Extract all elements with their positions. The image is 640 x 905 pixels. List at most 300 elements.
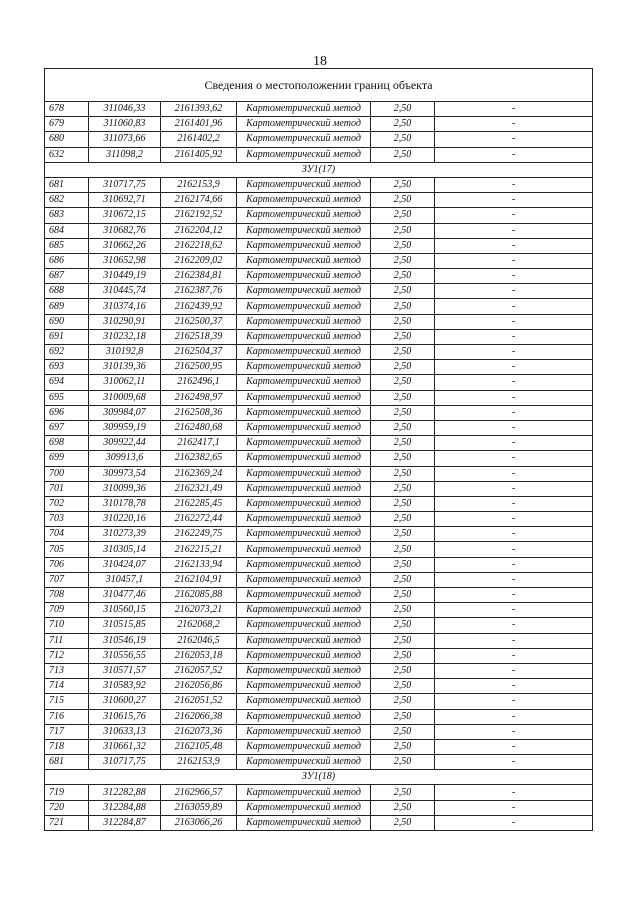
- x-coordinate-cell: 310717,75: [89, 177, 161, 192]
- accuracy-cell: 2,50: [371, 466, 435, 481]
- note-cell: -: [435, 253, 593, 268]
- accuracy-cell: 2,50: [371, 329, 435, 344]
- table-row: [45, 269, 593, 284]
- y-coordinate-cell: 2162085,88: [161, 588, 237, 603]
- x-coordinate-cell: 309984,07: [89, 405, 161, 420]
- note-cell: -: [435, 147, 593, 162]
- x-coordinate-cell: 310692,71: [89, 193, 161, 208]
- method-cell: Картометрический метод: [237, 588, 371, 603]
- table-row: [45, 132, 593, 147]
- note-cell: -: [435, 405, 593, 420]
- table-row: [45, 208, 593, 223]
- x-coordinate-cell: 312284,88: [89, 800, 161, 815]
- y-coordinate-cell: 2162153,9: [161, 177, 237, 192]
- table-row: [45, 557, 593, 572]
- note-cell: -: [435, 345, 593, 360]
- point-number-cell: 703: [45, 512, 89, 527]
- x-coordinate-cell: 310556,55: [89, 648, 161, 663]
- method-cell: Картометрический метод: [237, 603, 371, 618]
- y-coordinate-cell: 2162204,12: [161, 223, 237, 238]
- note-cell: -: [435, 314, 593, 329]
- method-cell: Картометрический метод: [237, 724, 371, 739]
- x-coordinate-cell: 309922,44: [89, 436, 161, 451]
- point-number-cell: 692: [45, 345, 89, 360]
- method-cell: Картометрический метод: [237, 755, 371, 770]
- y-coordinate-cell: 2162387,76: [161, 284, 237, 299]
- table-row: [45, 284, 593, 299]
- x-coordinate-cell: 311098,2: [89, 147, 161, 162]
- table-row: [45, 253, 593, 268]
- table-row: [45, 633, 593, 648]
- note-cell: -: [435, 284, 593, 299]
- table-row: [45, 238, 593, 253]
- x-coordinate-cell: 310682,76: [89, 223, 161, 238]
- y-coordinate-cell: 2162153,9: [161, 755, 237, 770]
- x-coordinate-cell: 310192,8: [89, 345, 161, 360]
- table-row: [45, 512, 593, 527]
- method-cell: Картометрический метод: [237, 329, 371, 344]
- y-coordinate-cell: 2162439,92: [161, 299, 237, 314]
- note-cell: -: [435, 618, 593, 633]
- method-cell: Картометрический метод: [237, 800, 371, 815]
- y-coordinate-cell: 2162496,1: [161, 375, 237, 390]
- table-row: [45, 603, 593, 618]
- note-cell: -: [435, 223, 593, 238]
- accuracy-cell: 2,50: [371, 238, 435, 253]
- note-cell: -: [435, 512, 593, 527]
- x-coordinate-cell: 310449,19: [89, 269, 161, 284]
- y-coordinate-cell: 2162056,86: [161, 679, 237, 694]
- method-cell: Картометрический метод: [237, 739, 371, 754]
- y-coordinate-cell: 2162073,21: [161, 603, 237, 618]
- group-label: ЗУ1(17): [45, 162, 593, 177]
- x-coordinate-cell: 310424,07: [89, 557, 161, 572]
- y-coordinate-cell: 2162215,21: [161, 542, 237, 557]
- y-coordinate-cell: 2162249,75: [161, 527, 237, 542]
- y-coordinate-cell: 2162104,91: [161, 572, 237, 587]
- y-coordinate-cell: 2162966,57: [161, 785, 237, 800]
- method-cell: Картометрический метод: [237, 314, 371, 329]
- point-number-cell: 679: [45, 117, 89, 132]
- accuracy-cell: 2,50: [371, 481, 435, 496]
- table-row: [45, 618, 593, 633]
- y-coordinate-cell: 2162498,97: [161, 390, 237, 405]
- note-cell: -: [435, 496, 593, 511]
- point-number-cell: 632: [45, 147, 89, 162]
- method-cell: Картометрический метод: [237, 512, 371, 527]
- point-number-cell: 699: [45, 451, 89, 466]
- point-number-cell: 705: [45, 542, 89, 557]
- method-cell: Картометрический метод: [237, 451, 371, 466]
- note-cell: -: [435, 709, 593, 724]
- note-cell: -: [435, 102, 593, 117]
- accuracy-cell: 2,50: [371, 618, 435, 633]
- accuracy-cell: 2,50: [371, 102, 435, 117]
- x-coordinate-cell: 310374,16: [89, 299, 161, 314]
- y-coordinate-cell: 2161393,62: [161, 102, 237, 117]
- x-coordinate-cell: 310560,15: [89, 603, 161, 618]
- y-coordinate-cell: 2162508,36: [161, 405, 237, 420]
- table-row: [45, 405, 593, 420]
- x-coordinate-cell: 310305,14: [89, 542, 161, 557]
- table-row: [45, 527, 593, 542]
- y-coordinate-cell: 2163059,89: [161, 800, 237, 815]
- y-coordinate-cell: 2162504,37: [161, 345, 237, 360]
- point-number-cell: 712: [45, 648, 89, 663]
- y-coordinate-cell: 2162382,65: [161, 451, 237, 466]
- method-cell: Картометрический метод: [237, 269, 371, 284]
- method-cell: Картометрический метод: [237, 360, 371, 375]
- y-coordinate-cell: 2162066,38: [161, 709, 237, 724]
- method-cell: Картометрический метод: [237, 648, 371, 663]
- group-row: [45, 162, 593, 177]
- x-coordinate-cell: 311073,66: [89, 132, 161, 147]
- y-coordinate-cell: 2163066,26: [161, 815, 237, 830]
- note-cell: -: [435, 739, 593, 754]
- accuracy-cell: 2,50: [371, 193, 435, 208]
- boundary-coordinates-table: [44, 68, 593, 831]
- note-cell: -: [435, 193, 593, 208]
- method-cell: Картометрический метод: [237, 208, 371, 223]
- table-row: [45, 785, 593, 800]
- method-cell: Картометрический метод: [237, 284, 371, 299]
- table-row: [45, 679, 593, 694]
- accuracy-cell: 2,50: [371, 800, 435, 815]
- method-cell: Картометрический метод: [237, 496, 371, 511]
- method-cell: Картометрический метод: [237, 618, 371, 633]
- table-row: [45, 542, 593, 557]
- point-number-cell: 695: [45, 390, 89, 405]
- method-cell: Картометрический метод: [237, 663, 371, 678]
- method-cell: Картометрический метод: [237, 709, 371, 724]
- method-cell: Картометрический метод: [237, 390, 371, 405]
- point-number-cell: 713: [45, 663, 89, 678]
- method-cell: Картометрический метод: [237, 117, 371, 132]
- x-coordinate-cell: 310633,13: [89, 724, 161, 739]
- point-number-cell: 698: [45, 436, 89, 451]
- note-cell: -: [435, 648, 593, 663]
- note-cell: -: [435, 542, 593, 557]
- accuracy-cell: 2,50: [371, 679, 435, 694]
- point-number-cell: 686: [45, 253, 89, 268]
- accuracy-cell: 2,50: [371, 223, 435, 238]
- note-cell: -: [435, 132, 593, 147]
- y-coordinate-cell: 2162053,18: [161, 648, 237, 663]
- method-cell: Картометрический метод: [237, 147, 371, 162]
- note-cell: -: [435, 481, 593, 496]
- method-cell: Картометрический метод: [237, 253, 371, 268]
- page-number: 18: [313, 54, 327, 69]
- accuracy-cell: 2,50: [371, 572, 435, 587]
- point-number-cell: 689: [45, 299, 89, 314]
- table-row: [45, 800, 593, 815]
- method-cell: Картометрический метод: [237, 420, 371, 435]
- accuracy-cell: 2,50: [371, 512, 435, 527]
- x-coordinate-cell: 312282,88: [89, 785, 161, 800]
- accuracy-cell: 2,50: [371, 527, 435, 542]
- accuracy-cell: 2,50: [371, 284, 435, 299]
- accuracy-cell: 2,50: [371, 360, 435, 375]
- accuracy-cell: 2,50: [371, 785, 435, 800]
- accuracy-cell: 2,50: [371, 557, 435, 572]
- point-number-cell: 707: [45, 572, 89, 587]
- note-cell: -: [435, 360, 593, 375]
- accuracy-cell: 2,50: [371, 648, 435, 663]
- note-cell: -: [435, 299, 593, 314]
- table-row: [45, 709, 593, 724]
- point-number-cell: 710: [45, 618, 89, 633]
- note-cell: -: [435, 390, 593, 405]
- method-cell: Картометрический метод: [237, 572, 371, 587]
- accuracy-cell: 2,50: [371, 588, 435, 603]
- table-row: [45, 329, 593, 344]
- point-number-cell: 681: [45, 755, 89, 770]
- accuracy-cell: 2,50: [371, 739, 435, 754]
- point-number-cell: 696: [45, 405, 89, 420]
- y-coordinate-cell: 2161405,92: [161, 147, 237, 162]
- y-coordinate-cell: 2162500,95: [161, 360, 237, 375]
- point-number-cell: 701: [45, 481, 89, 496]
- point-number-cell: 716: [45, 709, 89, 724]
- method-cell: Картометрический метод: [237, 481, 371, 496]
- x-coordinate-cell: 310515,85: [89, 618, 161, 633]
- method-cell: Картометрический метод: [237, 299, 371, 314]
- method-cell: Картометрический метод: [237, 177, 371, 192]
- x-coordinate-cell: 310220,16: [89, 512, 161, 527]
- method-cell: Картометрический метод: [237, 679, 371, 694]
- y-coordinate-cell: 2162518,39: [161, 329, 237, 344]
- x-coordinate-cell: 310477,46: [89, 588, 161, 603]
- note-cell: -: [435, 329, 593, 344]
- method-cell: Картометрический метод: [237, 238, 371, 253]
- point-number-cell: 684: [45, 223, 89, 238]
- note-cell: -: [435, 375, 593, 390]
- note-cell: -: [435, 436, 593, 451]
- note-cell: -: [435, 527, 593, 542]
- note-cell: -: [435, 663, 593, 678]
- note-cell: -: [435, 117, 593, 132]
- table-row: [45, 739, 593, 754]
- point-number-cell: 719: [45, 785, 89, 800]
- method-cell: Картометрический метод: [237, 557, 371, 572]
- method-cell: Картометрический метод: [237, 405, 371, 420]
- point-number-cell: 720: [45, 800, 89, 815]
- y-coordinate-cell: 2162057,52: [161, 663, 237, 678]
- x-coordinate-cell: 310062,11: [89, 375, 161, 390]
- method-cell: Картометрический метод: [237, 527, 371, 542]
- table-row: [45, 648, 593, 663]
- x-coordinate-cell: 310232,18: [89, 329, 161, 344]
- x-coordinate-cell: 310445,74: [89, 284, 161, 299]
- x-coordinate-cell: 310009,68: [89, 390, 161, 405]
- table-row: [45, 177, 593, 192]
- table-row: [45, 102, 593, 117]
- point-number-cell: 680: [45, 132, 89, 147]
- table-row: [45, 451, 593, 466]
- note-cell: -: [435, 557, 593, 572]
- table-row: [45, 466, 593, 481]
- x-coordinate-cell: 309913,6: [89, 451, 161, 466]
- point-number-cell: 688: [45, 284, 89, 299]
- note-cell: -: [435, 694, 593, 709]
- accuracy-cell: 2,50: [371, 132, 435, 147]
- table-row: [45, 481, 593, 496]
- x-coordinate-cell: 310600,27: [89, 694, 161, 709]
- note-cell: -: [435, 572, 593, 587]
- x-coordinate-cell: 310717,75: [89, 755, 161, 770]
- method-cell: Картометрический метод: [237, 132, 371, 147]
- x-coordinate-cell: 312284,87: [89, 815, 161, 830]
- table-body: [45, 69, 593, 831]
- accuracy-cell: 2,50: [371, 542, 435, 557]
- point-number-cell: 694: [45, 375, 89, 390]
- x-coordinate-cell: 310099,36: [89, 481, 161, 496]
- accuracy-cell: 2,50: [371, 314, 435, 329]
- x-coordinate-cell: 310652,98: [89, 253, 161, 268]
- method-cell: Картометрический метод: [237, 694, 371, 709]
- x-coordinate-cell: 310672,15: [89, 208, 161, 223]
- x-coordinate-cell: 310457,1: [89, 572, 161, 587]
- y-coordinate-cell: 2162068,2: [161, 618, 237, 633]
- method-cell: Картометрический метод: [237, 815, 371, 830]
- accuracy-cell: 2,50: [371, 694, 435, 709]
- y-coordinate-cell: 2162384,81: [161, 269, 237, 284]
- note-cell: -: [435, 800, 593, 815]
- point-number-cell: 683: [45, 208, 89, 223]
- method-cell: Картометрический метод: [237, 223, 371, 238]
- method-cell: Картометрический метод: [237, 375, 371, 390]
- method-cell: Картометрический метод: [237, 436, 371, 451]
- accuracy-cell: 2,50: [371, 375, 435, 390]
- y-coordinate-cell: 2162321,49: [161, 481, 237, 496]
- accuracy-cell: 2,50: [371, 603, 435, 618]
- table-row: [45, 299, 593, 314]
- note-cell: -: [435, 724, 593, 739]
- point-number-cell: 718: [45, 739, 89, 754]
- accuracy-cell: 2,50: [371, 208, 435, 223]
- note-cell: -: [435, 785, 593, 800]
- x-coordinate-cell: 311046,33: [89, 102, 161, 117]
- table-row: [45, 815, 593, 830]
- method-cell: Картометрический метод: [237, 345, 371, 360]
- note-cell: -: [435, 633, 593, 648]
- y-coordinate-cell: 2162051,52: [161, 694, 237, 709]
- x-coordinate-cell: 310662,26: [89, 238, 161, 253]
- accuracy-cell: 2,50: [371, 269, 435, 284]
- point-number-cell: 685: [45, 238, 89, 253]
- point-number-cell: 682: [45, 193, 89, 208]
- point-number-cell: 687: [45, 269, 89, 284]
- accuracy-cell: 2,50: [371, 345, 435, 360]
- point-number-cell: 709: [45, 603, 89, 618]
- point-number-cell: 711: [45, 633, 89, 648]
- y-coordinate-cell: 2162133,94: [161, 557, 237, 572]
- y-coordinate-cell: 2161401,96: [161, 117, 237, 132]
- note-cell: -: [435, 451, 593, 466]
- note-cell: -: [435, 603, 593, 618]
- y-coordinate-cell: 2161402,2: [161, 132, 237, 147]
- note-cell: -: [435, 208, 593, 223]
- point-number-cell: 708: [45, 588, 89, 603]
- y-coordinate-cell: 2162192,52: [161, 208, 237, 223]
- table-row: [45, 314, 593, 329]
- method-cell: Картометрический метод: [237, 102, 371, 117]
- y-coordinate-cell: 2162218,62: [161, 238, 237, 253]
- accuracy-cell: 2,50: [371, 147, 435, 162]
- table-row: [45, 390, 593, 405]
- accuracy-cell: 2,50: [371, 117, 435, 132]
- x-coordinate-cell: 310139,36: [89, 360, 161, 375]
- table-row: [45, 147, 593, 162]
- table-row: [45, 724, 593, 739]
- point-number-cell: 706: [45, 557, 89, 572]
- table-row: [45, 755, 593, 770]
- accuracy-cell: 2,50: [371, 815, 435, 830]
- accuracy-cell: 2,50: [371, 436, 435, 451]
- point-number-cell: 702: [45, 496, 89, 511]
- note-cell: -: [435, 177, 593, 192]
- note-cell: -: [435, 679, 593, 694]
- note-cell: -: [435, 466, 593, 481]
- table-row: [45, 345, 593, 360]
- accuracy-cell: 2,50: [371, 299, 435, 314]
- accuracy-cell: 2,50: [371, 253, 435, 268]
- method-cell: Картометрический метод: [237, 466, 371, 481]
- point-number-cell: 697: [45, 420, 89, 435]
- note-cell: -: [435, 815, 593, 830]
- accuracy-cell: 2,50: [371, 420, 435, 435]
- point-number-cell: 717: [45, 724, 89, 739]
- y-coordinate-cell: 2162417,1: [161, 436, 237, 451]
- table-row: [45, 496, 593, 511]
- y-coordinate-cell: 2162480,68: [161, 420, 237, 435]
- x-coordinate-cell: 310546,19: [89, 633, 161, 648]
- y-coordinate-cell: 2162073,36: [161, 724, 237, 739]
- table-title: Сведения о местоположении границ объекта: [45, 69, 593, 102]
- point-number-cell: 700: [45, 466, 89, 481]
- y-coordinate-cell: 2162369,24: [161, 466, 237, 481]
- y-coordinate-cell: 2162272,44: [161, 512, 237, 527]
- table-row: [45, 436, 593, 451]
- table-row: [45, 588, 593, 603]
- point-number-cell: 714: [45, 679, 89, 694]
- y-coordinate-cell: 2162046,5: [161, 633, 237, 648]
- point-number-cell: 693: [45, 360, 89, 375]
- group-label: ЗУ1(18): [45, 770, 593, 785]
- x-coordinate-cell: 310615,76: [89, 709, 161, 724]
- point-number-cell: 704: [45, 527, 89, 542]
- point-number-cell: 715: [45, 694, 89, 709]
- x-coordinate-cell: 311060,83: [89, 117, 161, 132]
- y-coordinate-cell: 2162500,37: [161, 314, 237, 329]
- x-coordinate-cell: 309973,54: [89, 466, 161, 481]
- point-number-cell: 681: [45, 177, 89, 192]
- accuracy-cell: 2,50: [371, 709, 435, 724]
- point-number-cell: 691: [45, 329, 89, 344]
- table-row: [45, 572, 593, 587]
- accuracy-cell: 2,50: [371, 633, 435, 648]
- point-number-cell: 721: [45, 815, 89, 830]
- y-coordinate-cell: 2162174,66: [161, 193, 237, 208]
- note-cell: -: [435, 269, 593, 284]
- accuracy-cell: 2,50: [371, 663, 435, 678]
- table-row: [45, 663, 593, 678]
- y-coordinate-cell: 2162209,02: [161, 253, 237, 268]
- method-cell: Картометрический метод: [237, 542, 371, 557]
- point-number-cell: 690: [45, 314, 89, 329]
- note-cell: -: [435, 588, 593, 603]
- x-coordinate-cell: 310273,39: [89, 527, 161, 542]
